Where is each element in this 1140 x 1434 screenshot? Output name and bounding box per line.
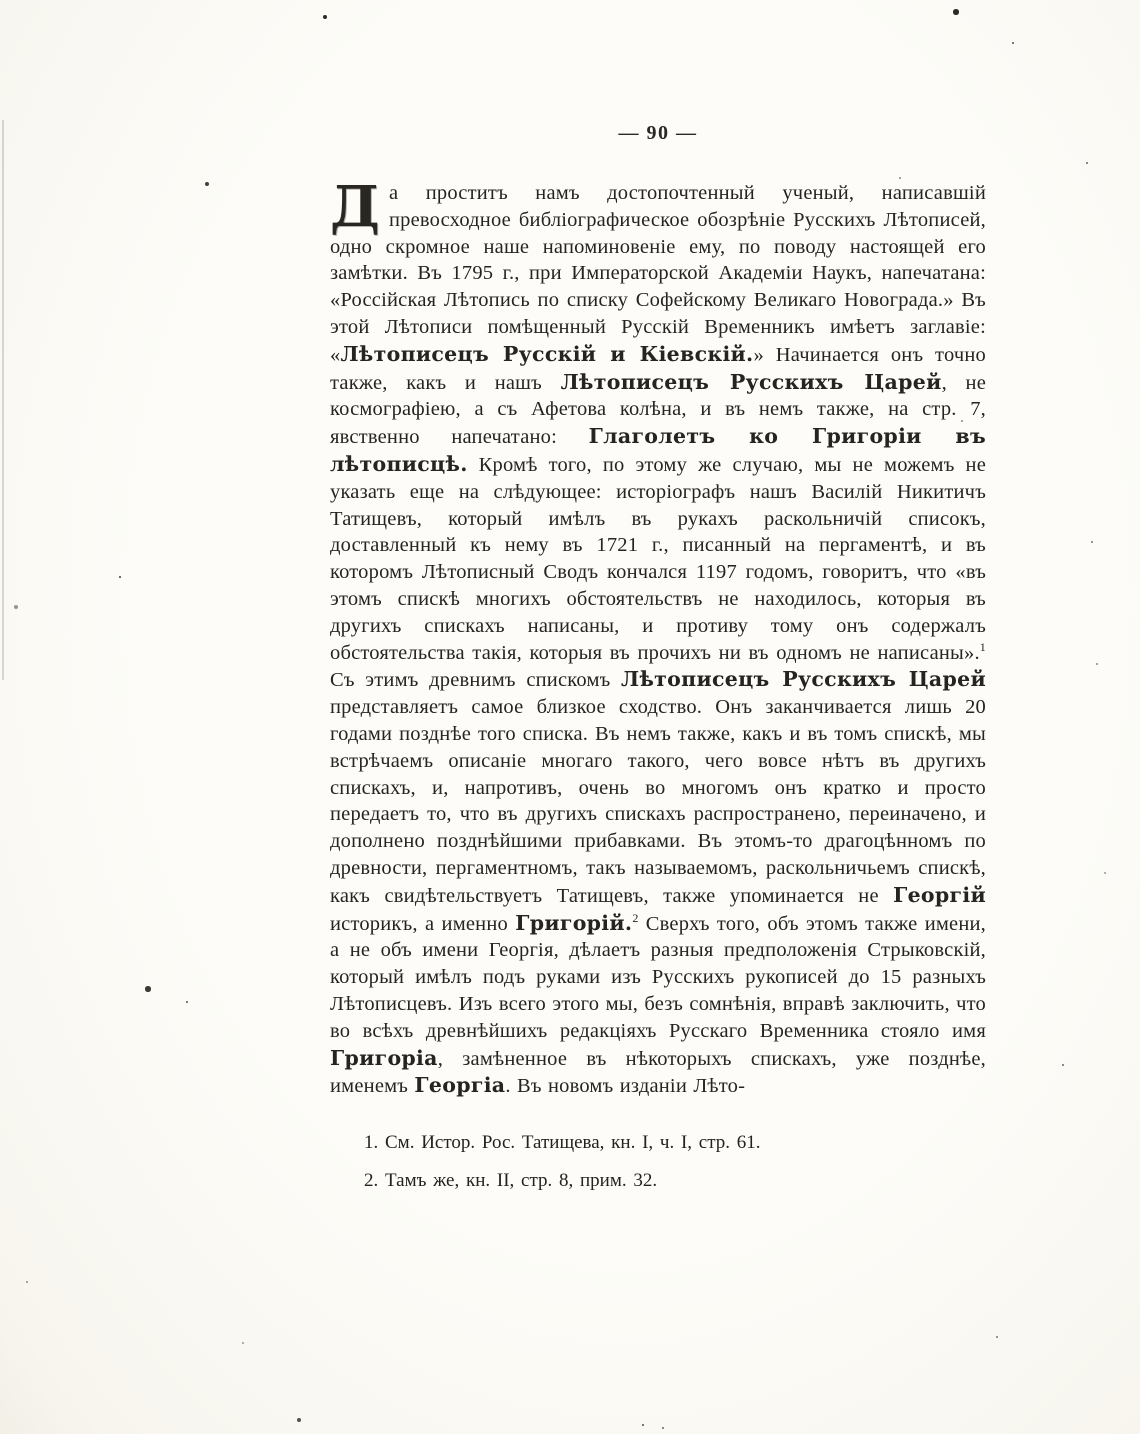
- slavonic-phrase: Григорій.: [515, 910, 633, 935]
- footnote-marker: 2: [632, 910, 639, 925]
- footnote-marker: 1: [979, 639, 986, 654]
- slavonic-phrase: Лѣтописецъ Русскихъ Царей: [560, 369, 942, 394]
- slavonic-phrase: Григоріа: [330, 1045, 438, 1070]
- body-run: а проститъ намъ достопочтенный ученый, написавшій превосходное библіографическое обозрѣніе Русскихъ Лѣтописей, одно скромное наше напоминовеніе ему, по поводу настоящей его замѣтки. Въ 1795 г., при Императорской Академіи Наукъ, напечатана: «Россійская Лѣтопись по списку Софейскому Великаго Новограда.» Въ этой Лѣтописи помѣщенный Русскій Временникъ имѣетъ заглавіе: «: [330, 182, 986, 366]
- text-column: [330, 174, 987, 1206]
- footnotes: [330, 1130, 986, 1194]
- drop-cap-initial: Д: [330, 174, 380, 240]
- body-run: историкъ, а именно: [330, 912, 516, 935]
- body-run: , не космографіею, а съ Афетова колѣна, и въ немъ также, на стр. 7, явственно напечатано:: [330, 371, 987, 449]
- body-run: представляетъ самое близкое сходство. Онъ заканчивается лишь 20 годами позднѣе того списка. Въ немъ также, какъ и въ томъ спискѣ, мы встрѣчаемъ описаніе многаго такого, чего вовсе нѣтъ въ другихъ спискахъ, и, напротивъ, очень во многомъ онъ кратко и просто передаетъ то, что въ другихъ спискахъ распространено, переиначено, и дополнено позднѣйшими прибавками. Въ этомъ-то драгоцѣнномъ по древности, пергаментномъ, такъ называемомъ, раскольничьемъ спискѣ, какъ свидѣтельствуетъ Татищевъ, также упоминается не: [330, 696, 986, 907]
- body-run: , замѣненное въ нѣкоторыхъ спискахъ, уже позднѣе, именемъ: [330, 1047, 986, 1098]
- footnote-1: 1. См. Истор. Рос. Татищева, кн. I, ч. I, стр. 61.: [364, 1132, 761, 1154]
- scan-edge-shadow: [2, 120, 4, 680]
- page-number: — 90 —: [618, 122, 698, 144]
- slavonic-phrase: Лѣтописецъ Русскихъ Царей: [621, 667, 986, 692]
- body-run: Кромѣ того, по этому же случаю, мы не можемъ не указать еще на слѣдующее: исторіографъ нашъ Василій Никитичъ Татищевъ, который имѣлъ въ рукахъ раскольничій списокъ, доставленный къ нему въ 1721 г., писанный на пергаментѣ, и въ которомъ Лѣтописный Сводъ кончался 1197 годомъ, говоритъ, что «въ этомъ спискѣ многихъ обстоятельствъ не находилось, которыя въ другихъ спискахъ написаны, и противу тому онъ содержалъ обстоятельства такія, которыя въ прочихъ ни въ одномъ не написаны».: [330, 453, 986, 664]
- slavonic-phrase: Глаголетъ ко Григоріи въ лѣтописцѣ.: [330, 424, 986, 476]
- scan-speck-field: [0, 0, 2, 2]
- slavonic-phrase: Георгіа: [414, 1073, 506, 1098]
- body-run: . Въ новомъ изданіи Лѣто-: [505, 1075, 746, 1098]
- body-run: » Начинается онъ точно также, какъ и нашъ: [330, 343, 986, 394]
- body-run: Сверхъ того, объ этомъ также имени, а не объ имени Георгія, дѣлаетъ разныя предположенія Стрыковскій, который имѣлъ подъ руками изъ Русскихъ рукописей до 15 разныхъ Лѣтописцевъ. Изъ всего этого мы, безъ сомнѣнія, вправѣ заключить, что во всѣхъ древнѣйшихъ редакціяхъ Русскаго Временника стояло имя: [330, 912, 987, 1042]
- slavonic-phrase: Лѣтописецъ Русскій и Кіевскій.: [340, 341, 754, 366]
- body-segments: [330, 174, 987, 1098]
- footnote-2: 2. Тамъ же, кн. II, стр. 8, прим. 32.: [364, 1170, 658, 1192]
- slavonic-phrase: Георгій: [893, 882, 986, 907]
- body-text: [330, 174, 987, 1100]
- body-run: Съ этимъ древнимъ спискомъ: [330, 669, 622, 692]
